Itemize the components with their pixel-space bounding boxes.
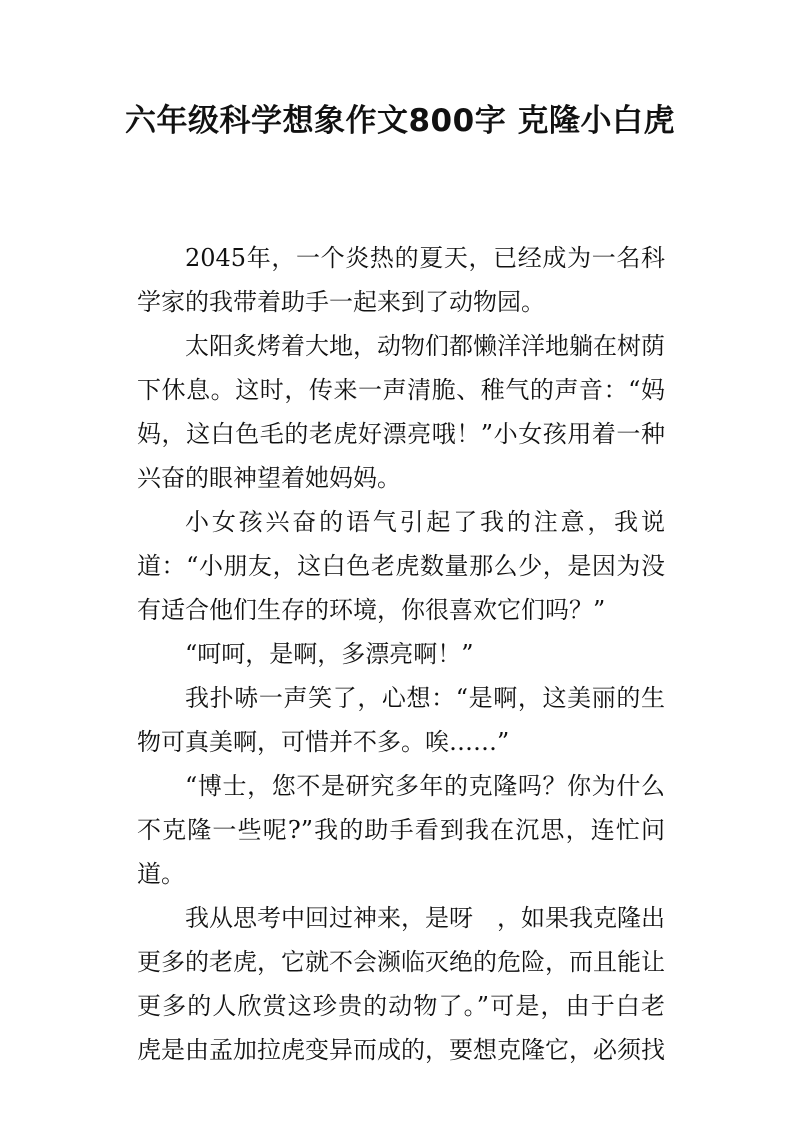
paragraph: 2045年，一个炎热的夏天，已经成为一名科学家的我带着助手一起来到了动物园。 [137,244,665,316]
paragraph: “博士，您不是研究多年的克隆吗？你为什么不克隆一些呢?”我的助手看到我在沉思，连忙问道。 [137,772,665,888]
paragraph: 我从思考中回过神来，是呀 ，如果我克隆出更多的老虎，它就不会濒临灭绝的危险，而且能让更多的人欣赏这珍贵的动物了。”可是，由于白老虎是由孟加拉虎变异而成的，要想克隆它，必须找 [137,904,665,1064]
paragraph: 小女孩兴奋的语气引起了我的注意，我说道：“小朋友，这白色老虎数量那么少，是因为没有适合他们生存的环境，你很喜欢它们吗？” [137,508,665,624]
paragraph: 我扑哧一声笑了，心想：“是啊，这美丽的生物可真美啊，可惜并不多。唉……” [137,684,665,756]
document-title: 六年级科学想象作文800字 克隆小白虎 [124,103,675,139]
paragraph: 太阳炙烤着大地，动物们都懒洋洋地躺在树荫下休息。这时，传来一声清脆、稚气的声音：“妈妈，这白色毛的老虎好漂亮哦！”小女孩用着一种兴奋的眼神望着她妈妈。 [137,332,665,492]
document-body [137,236,665,1072]
paragraph: “呵呵，是啊，多漂亮啊！” [185,640,474,668]
